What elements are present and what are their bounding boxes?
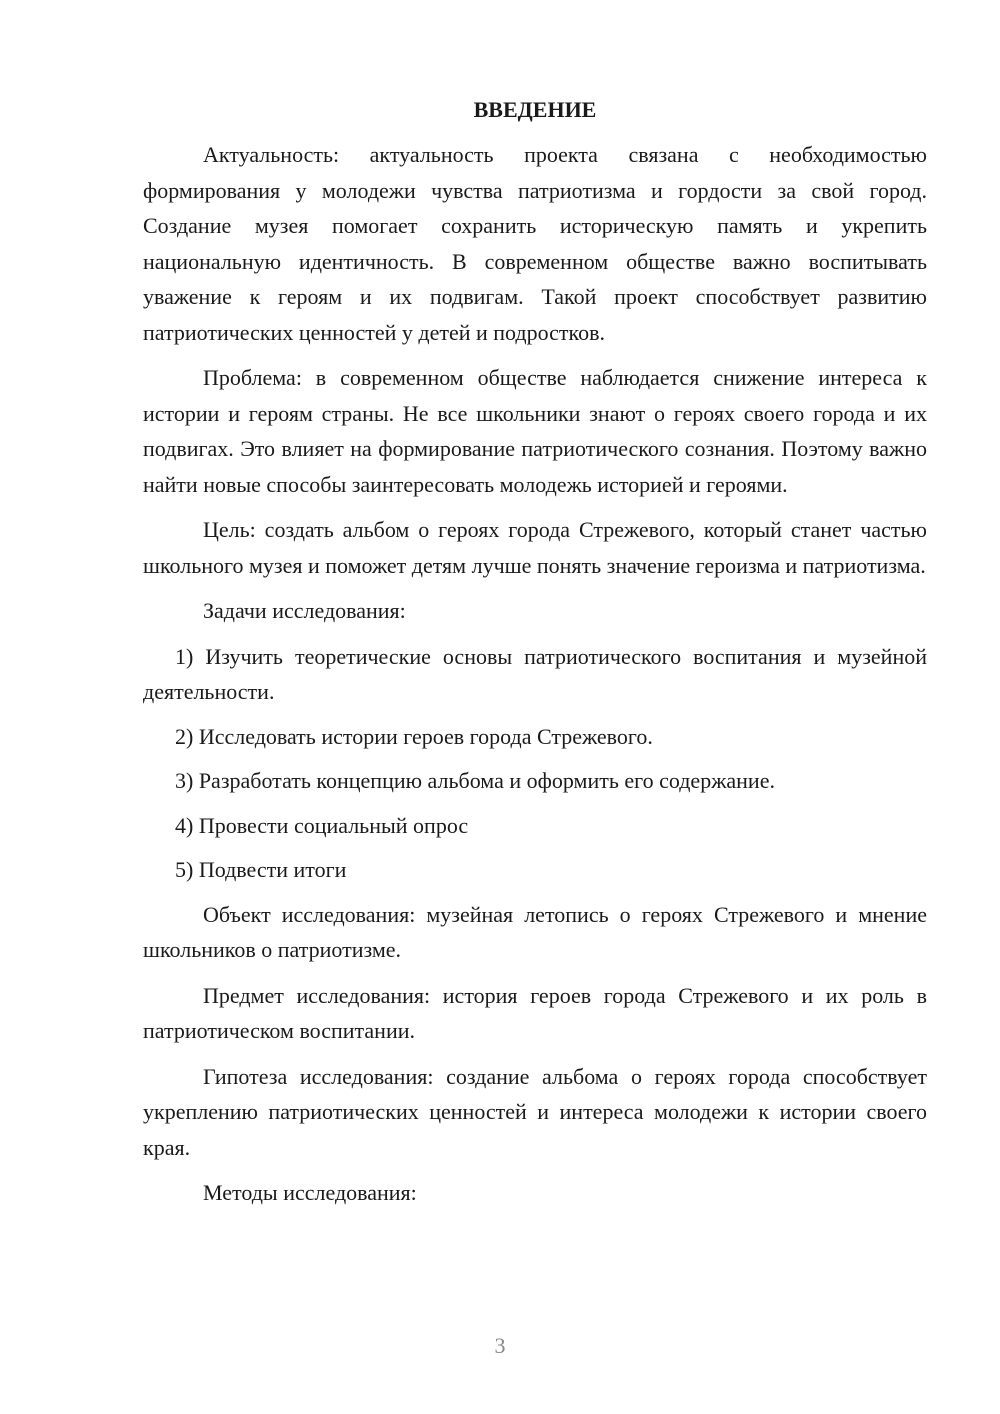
subject-paragraph: Предмет исследования: история героев города Стрежевого и их роль в патриотическом воспитании.	[143, 982, 927, 1043]
tasks-list	[143, 639, 927, 888]
page-number: 3	[494, 1333, 506, 1358]
task-item: 5) Подвести итоги	[175, 857, 347, 882]
task-item: 3) Разработать концепцию альбома и оформить его содержание.	[175, 768, 775, 793]
relevance-paragraph: Актуальность: актуальность проекта связана с необходимостью формирования у молодежи чувства патриотизма и гордости за свой город. Создание музея помогает сохранить историческую память и укрепить национальную идентичность. В современном обществе важно воспитывать уважение к героям и их подвигам. Такой проект способствует развитию патриотических ценностей у детей и подростков.	[143, 142, 927, 345]
goal-paragraph: Цель: создать альбом о героях города Стрежевого, который станет частью школьного музея и поможет детям лучше понять значение героизма и патриотизма.	[143, 517, 927, 578]
section-title: ВВЕДЕНИЕ	[473, 97, 597, 122]
problem-paragraph: Проблема: в современном обществе наблюдается снижение интереса к истории и героям страны. Не все школьники знают о героях своего города и их подвигах. Это влияет на формирование патриотического сознания. Поэтому важно найти новые способы заинтересовать молодежь историей и героями.	[143, 365, 927, 497]
task-item: 1) Изучить теоретические основы патриотического воспитания и музейной деятельности.	[143, 643, 927, 704]
task-item: 4) Провести социальный опрос	[175, 812, 469, 838]
tasks-heading: Задачи исследования:	[203, 598, 406, 623]
hypothesis-paragraph: Гипотеза исследования: создание альбома о героях города способствует укреплению патриотических ценностей и интереса молодежи к истории своего края.	[143, 1063, 927, 1160]
document-page	[143, 92, 927, 1221]
methods-heading: Методы исследования:	[203, 1180, 417, 1205]
object-paragraph: Объект исследования: музейная летопись о героях Стрежевого и мнение школьников о патриотизме.	[143, 901, 927, 962]
task-item: 2) Исследовать истории героев города Стрежевого.	[175, 723, 653, 749]
